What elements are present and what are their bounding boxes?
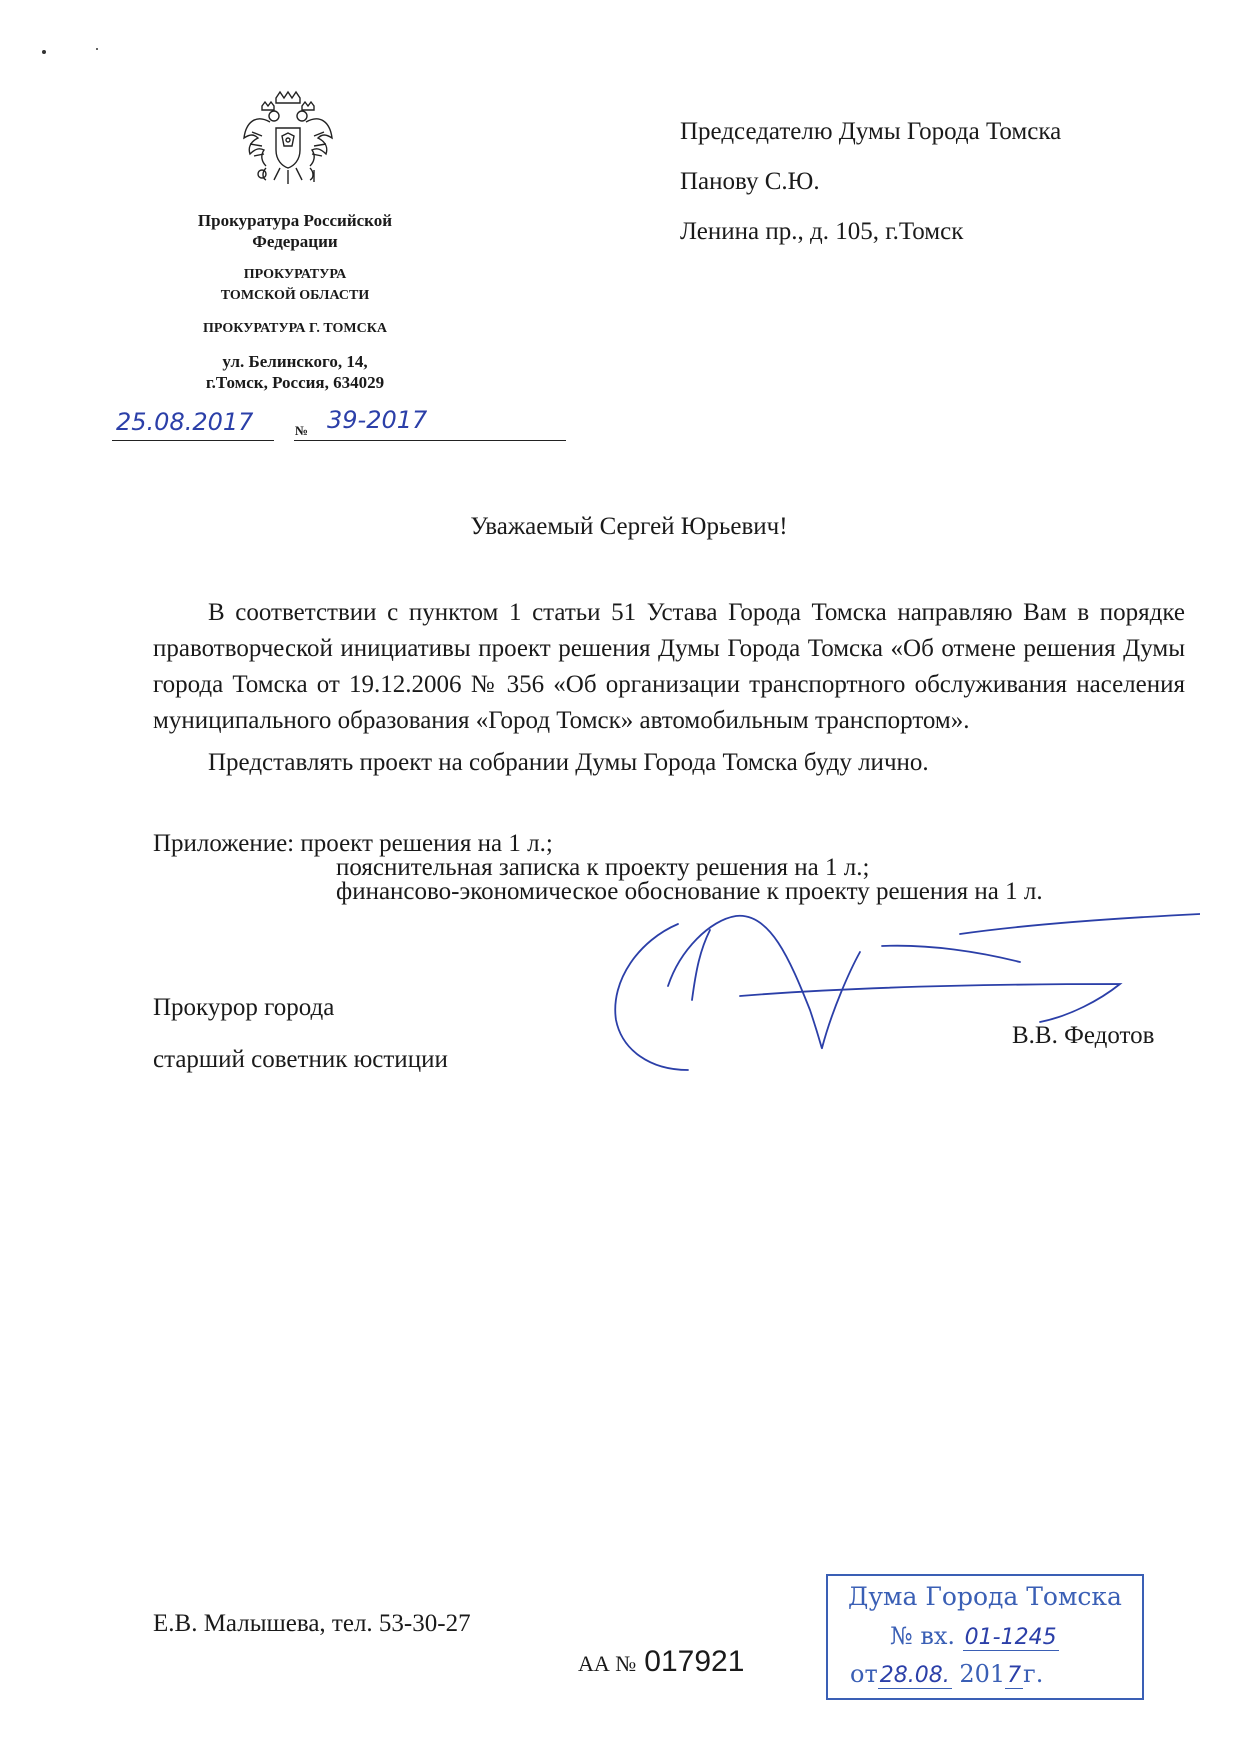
- attachment-item: пояснительная записка к проекту решения на 1 л.;: [336, 854, 870, 881]
- handwritten-signature: [600, 900, 1200, 1080]
- stamp-year-suffix: г.: [1023, 1660, 1044, 1688]
- registration-number-label: №: [295, 423, 309, 438]
- form-number: [578, 1645, 744, 1679]
- attachment-label: Приложение:: [153, 830, 295, 857]
- registration-number: 39-2017: [327, 406, 428, 434]
- stamp-date-value: 28.08.: [879, 1663, 950, 1688]
- form-number-label: АА №: [578, 1651, 637, 1676]
- scan-speck: [96, 48, 98, 50]
- date-underline: [112, 440, 274, 441]
- registration-line: [112, 408, 454, 442]
- scan-speck: [42, 50, 46, 54]
- form-number-value: 017921: [644, 1645, 745, 1678]
- stamp-title: Дума Города Томска: [848, 1582, 1122, 1611]
- addressee-block: [680, 107, 1061, 257]
- attachment-item: финансово-экономическое обоснование к проекту решения на 1 л.: [336, 878, 1043, 905]
- stamp-incoming-number: [890, 1622, 1059, 1650]
- sender-organization: [150, 210, 440, 393]
- signer-title: [153, 982, 448, 1086]
- signer-name: В.В. Федотов: [1012, 1022, 1155, 1049]
- attachment-list: [153, 832, 1043, 904]
- addressee-position: Председателю Думы Города Томска: [680, 118, 1062, 145]
- salutation: Уважаемый Сергей Юрьевич!: [470, 513, 788, 540]
- stamp-year-hand: 7: [1007, 1663, 1022, 1688]
- letter-body: [153, 595, 1185, 781]
- org-line: ПРОКУРАТУРА Г. ТОМСКА: [203, 321, 387, 336]
- org-line: Федерации: [252, 232, 338, 251]
- sender-address: ул. Белинского, 14,: [222, 352, 368, 371]
- org-line: ТОМСКОЙ ОБЛАСТИ: [220, 288, 370, 303]
- number-underline: [294, 440, 566, 441]
- stamp-date-prefix: от: [850, 1660, 878, 1688]
- signer-position: Прокурор города: [153, 994, 335, 1021]
- stamp-year: 201: [959, 1660, 1006, 1688]
- signer-rank: старший советник юстиции: [153, 1046, 448, 1073]
- registration-date: 25.08.2017: [116, 408, 254, 436]
- addressee-address: Ленина пр., д. 105, г.Томск: [680, 218, 964, 245]
- sender-address: г.Томск, Россия, 634029: [205, 373, 385, 392]
- coat-of-arms-icon: [240, 88, 336, 188]
- incoming-stamp: [826, 1574, 1144, 1700]
- org-line: Прокуратура Российской: [197, 211, 393, 230]
- stamp-in-label: № вх.: [890, 1622, 956, 1650]
- stamp-in-number: 01-1245: [964, 1625, 1057, 1650]
- executor-contact: Е.В. Малышева, тел. 53-30-27: [153, 1610, 471, 1637]
- org-line: ПРОКУРАТУРА: [243, 267, 347, 282]
- body-paragraph: В соответствии с пунктом 1 статьи 51 Устава Города Томска направляю Вам в порядке правотворческой инициативы проект решения Думы Города Томска «Об отмене решения Думы города Томска от 19.12.2006 № 356 «Об организации транспортного обслуживания населения муниципального образования «Город Томск» автомобильным транспортом».: [153, 599, 1185, 734]
- attachment-item: проект решения на 1 л.;: [300, 830, 553, 857]
- addressee-name: Панову С.Ю.: [680, 168, 820, 195]
- body-paragraph: Представлять проект на собрании Думы Города Томска буду лично.: [208, 749, 929, 776]
- stamp-date: [850, 1660, 1043, 1688]
